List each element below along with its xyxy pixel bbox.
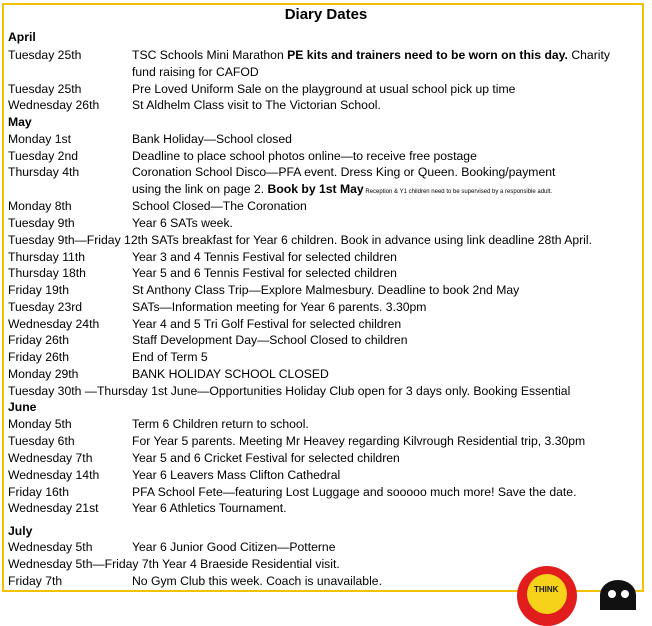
entry-date: Friday 19th <box>8 283 69 297</box>
entry-text: School Closed—The Coronation <box>132 199 307 213</box>
entry-full: Tuesday 30th —Thursday 1st June—Opportunities Holiday Club open for 3 days only. Booking Essential <box>8 384 571 398</box>
entry-date: Tuesday 25th <box>8 48 82 62</box>
entry-text: Year 6 Leavers Mass Clifton Cathedral <box>132 468 341 482</box>
cartoon-eye-icon <box>621 590 629 598</box>
cartoon-face-icon <box>600 580 636 610</box>
entry-text: Year 6 Athletics Tournament. <box>132 501 287 515</box>
entry-text-cont: fund raising for CAFOD <box>132 65 259 79</box>
entry-date: Thursday 11th <box>8 250 86 264</box>
entry-full: Wednesday 5th—Friday 7th Year 4 Braeside Residential visit. <box>8 557 340 571</box>
entry-date: Tuesday 6th <box>8 434 75 448</box>
entry-text: SATs—Information meeting for Year 6 parents. 3.30pm <box>132 300 427 314</box>
entry-date: Thursday 4th <box>8 165 80 179</box>
entry-date: Friday 26th <box>8 333 69 347</box>
entry-date: Tuesday 2nd <box>8 149 79 163</box>
entry-text: Year 5 and 6 Tennis Festival for selected children <box>132 266 397 280</box>
entry-date: Thursday 18th <box>8 266 86 280</box>
entry-text: Year 3 and 4 Tennis Festival for selected children <box>132 250 397 264</box>
page-title: Diary Dates <box>284 6 368 23</box>
month-heading-july: July <box>8 524 33 538</box>
think-badge-inner <box>527 574 567 614</box>
month-heading-june: June <box>8 400 37 414</box>
entry-date: Friday 16th <box>8 485 69 499</box>
entry-text: St Aldhelm Class visit to The Victorian School. <box>132 98 381 112</box>
entry-full: Tuesday 9th—Friday 12th SATs breakfast for Year 6 children. Book in advance using link deadline 28th April. <box>8 233 592 247</box>
entry-text: End of Term 5 <box>132 350 208 364</box>
entry-date: Tuesday 23rd <box>8 300 83 314</box>
entry-text: Pre Loved Uniform Sale on the playground at usual school pick up time <box>132 82 516 96</box>
entry-text: Staff Development Day—School Closed to children <box>132 333 408 347</box>
entry-text: For Year 5 parents. Meeting Mr Heavey regarding Kilvrough Residential trip, 3.30pm <box>132 434 586 448</box>
month-heading-may: May <box>8 115 32 129</box>
entry-text: Term 6 Children return to school. <box>132 417 309 431</box>
entry-date: Wednesday 26th <box>8 98 100 112</box>
entry-date: Tuesday 25th <box>8 82 82 96</box>
entry-text-cont: using the link on page 2. Book by 1st May Reception & Y1 children need to be supervised by a responsible adult. <box>132 182 553 196</box>
entry-text: PFA School Fete—featuring Lost Luggage and sooooo much more! Save the date. <box>132 485 577 499</box>
entry-date: Wednesday 14th <box>8 468 100 482</box>
entry-text: No Gym Club this week. Coach is unavailable. <box>132 574 382 588</box>
entry-date: Monday 1st <box>8 132 72 146</box>
month-heading-april: April <box>8 30 36 44</box>
entry-date: Friday 7th <box>8 574 63 588</box>
entry-date: Wednesday 5th <box>8 540 93 554</box>
entry-text: BANK HOLIDAY SCHOOL CLOSED <box>132 367 329 381</box>
entry-text: Year 4 and 5 Tri Golf Festival for selected children <box>132 317 402 331</box>
entry-text: Year 6 SATs week. <box>132 216 233 230</box>
entry-text: Year 5 and 6 Cricket Festival for selected children <box>132 451 400 465</box>
entry-date: Tuesday 9th <box>8 216 75 230</box>
entry-date: Wednesday 21st <box>8 501 99 515</box>
entry-date: Monday 5th <box>8 417 72 431</box>
entry-text: Deadline to place school photos online—to receive free postage <box>132 149 477 163</box>
entry-text: Coronation School Disco—PFA event. Dress King or Queen. Booking/payment <box>132 165 556 179</box>
entry-date: Wednesday 7th <box>8 451 93 465</box>
entry-date: Monday 8th <box>8 199 72 213</box>
cartoon-eye-icon <box>608 590 616 598</box>
entry-text: Bank Holiday—School closed <box>132 132 292 146</box>
entry-text: St Anthony Class Trip—Explore Malmesbury. Deadline to book 2nd May <box>132 283 520 297</box>
entry-date: Monday 29th <box>8 367 79 381</box>
entry-text: Year 6 Junior Good Citizen—Potterne <box>132 540 336 554</box>
entry-date: Friday 26th <box>8 350 69 364</box>
think-badge-label: THINK <box>534 585 559 594</box>
entry-date: Wednesday 24th <box>8 317 100 331</box>
entry-text: TSC Schools Mini Marathon PE kits and trainers need to be worn on this day. Charity <box>132 48 610 62</box>
